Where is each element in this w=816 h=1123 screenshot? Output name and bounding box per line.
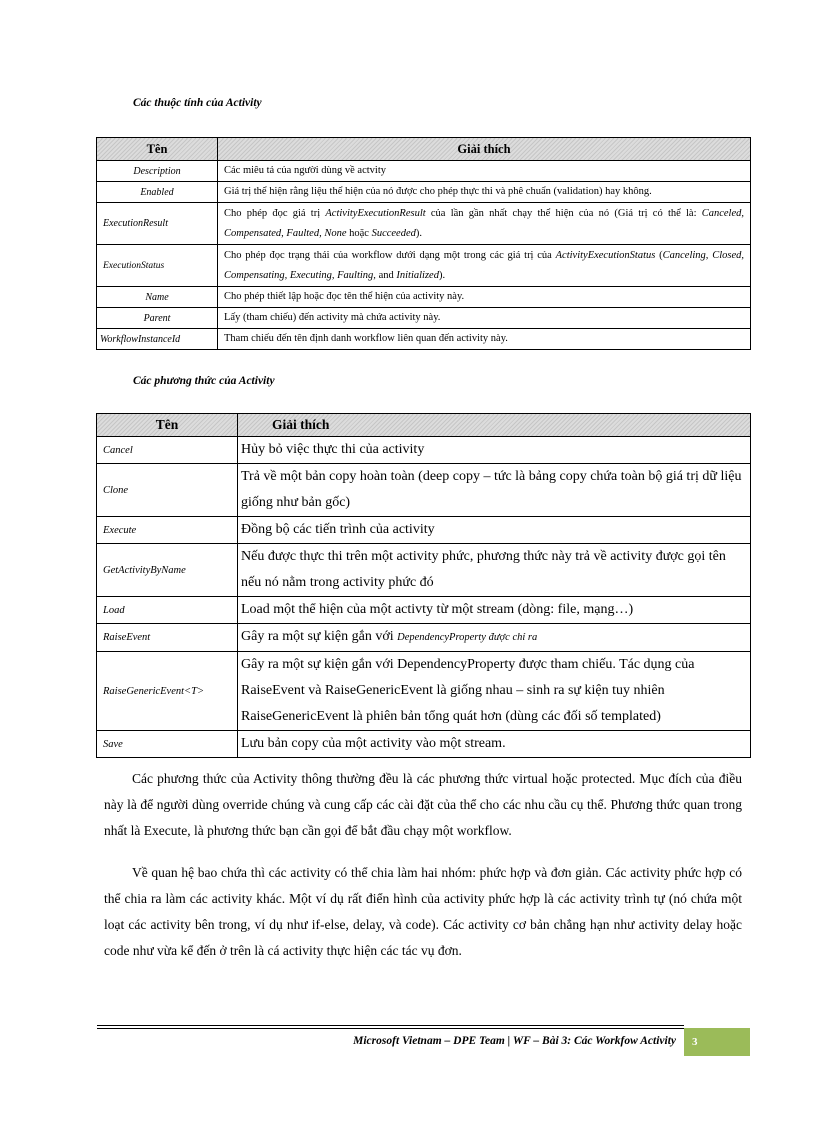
- method-name: GetActivityByName: [97, 544, 238, 597]
- page-number: 3: [684, 1028, 750, 1056]
- property-desc: Cho phép đọc giá trị ActivityExecutionResult của lần gần nhất chạy thể hiện của nó (Giá trị có thể là: Canceled, Compensated, Faulted, None hoặc Succeeded).: [218, 203, 751, 245]
- body-paragraph: Về quan hệ bao chứa thì các activity có thể chia làm hai nhóm: phức hợp và đơn giản. Các activity phức hợp có thể chia ra làm các activity khác. Một ví dụ rất điển hình của activity phức hợp là các activity trình tự (nó chứa một loạt các activity bên trong, ví dụ như if-else, delay, và code). Các activity cơ bản chẳng hạn như activity delay hoặc code như vừa kể đến ở trên là cá activity thực hiện các tác vụ đơn.: [104, 865, 742, 958]
- property-name: ExecutionResult: [97, 203, 218, 245]
- method-desc: Gây ra một sự kiện gắn với DependencyProperty được tham chiếu. Tác dụng của RaiseEvent và RaiseGenericEvent là giống nhau – sinh ra sự kiện tuy nhiên RaiseGenericEvent là phiên bản tổng quát hơn (dùng các đối số templated): [238, 652, 751, 731]
- properties-caption: Các thuộc tính của Activity: [133, 97, 262, 109]
- table-row: [97, 182, 751, 203]
- method-desc: Trả về một bản copy hoàn toàn (deep copy – tức là bảng copy chứa toàn bộ giá trị dữ liệu giống như bản gốc): [238, 464, 751, 517]
- table-row: [97, 731, 751, 758]
- property-name: Enabled: [97, 182, 218, 203]
- table-row: [97, 203, 751, 245]
- property-desc: Cho phép đọc trạng thái của workflow dưới dạng một trong các giá trị của ActivityExecutionStatus (Canceling, Closed, Compensating, Executing, Faulting, and Initialized).: [218, 245, 751, 287]
- property-desc: Lấy (tham chiếu) đến activity mà chứa activity này.: [218, 308, 751, 329]
- property-desc: Cho phép thiết lập hoặc đọc tên thể hiện của activity này.: [218, 287, 751, 308]
- table-row: [97, 597, 751, 624]
- method-name: Load: [97, 597, 238, 624]
- method-name: RaiseGenericEvent<T>: [97, 652, 238, 731]
- table-row: [97, 161, 751, 182]
- method-desc: Gây ra một sự kiện gắn với DependencyProperty được chỉ ra: [238, 624, 751, 652]
- method-name: Cancel: [97, 437, 238, 464]
- table-row: [97, 308, 751, 329]
- method-name: Save: [97, 731, 238, 758]
- table-row: [97, 437, 751, 464]
- table-row: [97, 624, 751, 652]
- column-header-name: Tên: [97, 138, 218, 161]
- method-name: Execute: [97, 517, 238, 544]
- footer-text: Microsoft Vietnam – DPE Team | WF – Bài 3: Các Workfow Activity: [353, 1035, 676, 1047]
- property-name: Name: [97, 287, 218, 308]
- method-name: RaiseEvent: [97, 624, 238, 652]
- method-name: Clone: [97, 464, 238, 517]
- property-name: WorkflowInstanceId: [97, 329, 218, 350]
- table-row: [97, 464, 751, 517]
- table-row: [97, 652, 751, 731]
- footer-divider: [97, 1025, 684, 1026]
- method-desc: Hủy bỏ việc thực thi của activity: [238, 437, 751, 464]
- methods-caption: Các phương thức của Activity: [133, 375, 275, 387]
- table-header-row: [97, 414, 751, 437]
- table-row: [97, 287, 751, 308]
- method-desc: Nếu được thực thi trên một activity phức, phương thức này trả về activity được gọi tên nếu nó nằm trong activity phức đó: [238, 544, 751, 597]
- property-desc: Tham chiếu đến tên định danh workflow liên quan đến activity này.: [218, 329, 751, 350]
- table-row: [97, 544, 751, 597]
- method-desc: Load một thể hiện của một activty từ một stream (dòng: file, mạng…): [238, 597, 751, 624]
- property-desc: Các miêu tả của người dùng về actvity: [218, 161, 751, 182]
- column-header-desc: Giải thích: [238, 414, 751, 437]
- table-row: [97, 329, 751, 350]
- method-desc: Lưu bản copy của một activity vào một stream.: [238, 731, 751, 758]
- property-name: Description: [97, 161, 218, 182]
- properties-table: [96, 137, 751, 350]
- body-paragraph: Các phương thức của Activity thông thường đều là các phương thức virtual hoặc protected. Mục đích của điều này là để người dùng override chúng và cung cấp các cài đặt của thể cho các nhu cầu cụ thể. Phương thức quan trong nhất là Execute, là phương thức bạn cần gọi để bắt đầu chạy một workflow.: [104, 771, 742, 838]
- footer-divider: [97, 1028, 684, 1029]
- property-name: ExecutionStatus: [97, 245, 218, 287]
- column-header-desc: Giải thích: [218, 138, 751, 161]
- table-row: [97, 245, 751, 287]
- table-row: [97, 517, 751, 544]
- methods-table: [96, 413, 751, 758]
- property-name: Parent: [97, 308, 218, 329]
- method-desc: Đồng bộ các tiến trình của activity: [238, 517, 751, 544]
- table-header-row: [97, 138, 751, 161]
- property-desc: Giá trị thể hiện rằng liệu thể hiện của nó được cho phép thực thi và phê chuẩn (validation) hay không.: [218, 182, 751, 203]
- column-header-name: Tên: [97, 414, 238, 437]
